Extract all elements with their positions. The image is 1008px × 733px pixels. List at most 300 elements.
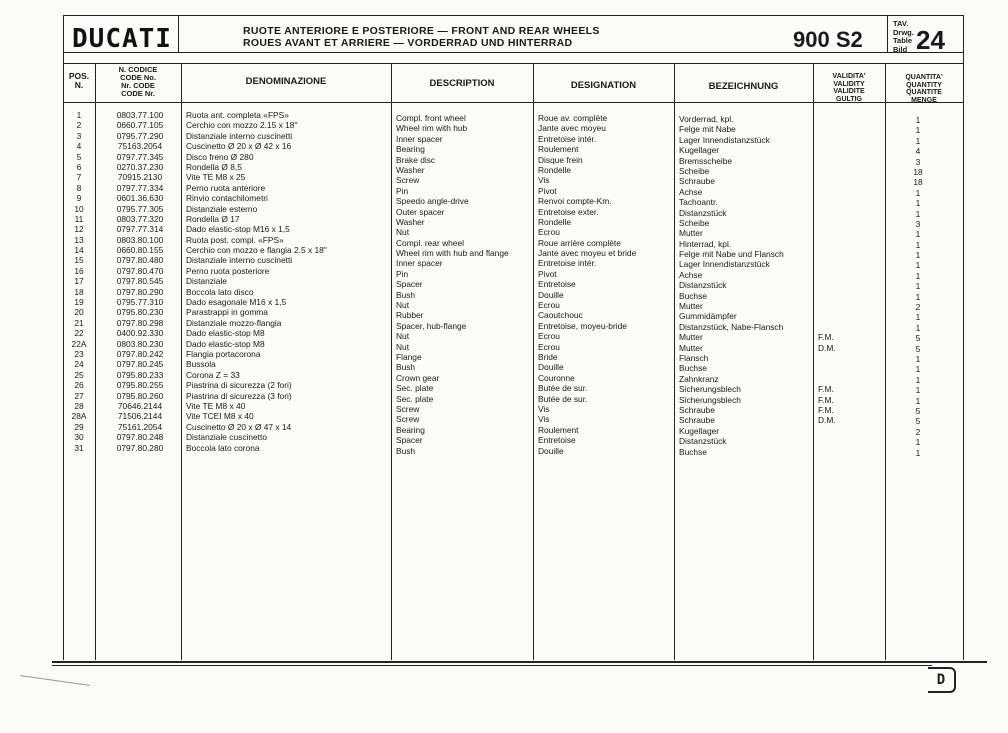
cell-pos: 3 xyxy=(76,130,82,141)
cell-it: Parastrappi in gomma xyxy=(186,307,268,318)
cell-de: Sicherungsblech xyxy=(679,384,741,395)
header-qty-line: QUANTITY xyxy=(906,81,942,89)
cell-val xyxy=(818,322,836,332)
cell-it: Rondella Ø 8,5 xyxy=(186,161,242,172)
header-pos-line: POS. xyxy=(68,71,90,81)
header-code xyxy=(95,66,181,98)
cell-de: Scheibe xyxy=(679,217,710,228)
cell-code: 70646.2144 xyxy=(117,400,163,411)
cell-code: 75161.2054 xyxy=(117,421,163,432)
column-denominazione xyxy=(186,110,327,453)
header-qty-line: QUANTITA' xyxy=(905,74,943,81)
cell-en: Sec. plate xyxy=(396,383,434,394)
cell-fr: Bride xyxy=(538,351,558,362)
cell-it: Vite TE M8 x 25 xyxy=(186,172,246,183)
cell-pos: 27 xyxy=(74,390,84,401)
cell-fr: Roue arrière complète xyxy=(538,237,621,248)
cell-en: Inner spacer xyxy=(396,258,443,269)
cell-qty: 2 xyxy=(915,302,921,313)
cell-qty: 1 xyxy=(915,312,921,323)
cell-fr: Vis xyxy=(538,403,550,414)
cell-en: Brake disc xyxy=(396,154,436,165)
tav-label: TAV. xyxy=(893,19,909,28)
cell-pos: 12 xyxy=(74,224,84,235)
cell-it: Cuscinetto Ø 20 x Ø 47 x 14 xyxy=(186,421,292,432)
cell-it: Perno ruota anteriore xyxy=(186,182,266,193)
cell-de: Felge mit Nabe und Flansch xyxy=(679,249,784,260)
cell-code: 0797.80.290 xyxy=(116,286,164,297)
cell-de: Buchse xyxy=(679,363,707,374)
header-qty-line: QUANTITE xyxy=(906,89,942,96)
cell-fr: Ecrou xyxy=(538,331,560,342)
cell-en: Nut xyxy=(396,227,410,238)
cell-qty: 5 xyxy=(915,405,921,416)
cell-code: 0660.77.105 xyxy=(116,120,164,131)
cell-fr: Roulement xyxy=(538,424,579,435)
scan-mark xyxy=(20,675,89,686)
cell-pos: 17 xyxy=(74,276,84,287)
column-description xyxy=(396,113,509,456)
header-validity-line: VALIDITY xyxy=(833,80,865,88)
cell-fr: Butée de sur. xyxy=(538,393,588,404)
col-divider-en xyxy=(533,63,534,660)
cell-fr: Vis xyxy=(538,414,550,425)
ducati-mark-icon: D xyxy=(928,667,956,693)
cell-pos: 22 xyxy=(74,328,84,339)
cell-de: Distanzstück xyxy=(679,436,727,447)
cell-code: 0797.80.242 xyxy=(116,348,164,359)
cell-fr: Entretoise intér. xyxy=(538,258,597,269)
cell-fr: Entretoise exter. xyxy=(538,206,599,217)
cell-pos: 4 xyxy=(76,141,82,152)
cell-qty: 1 xyxy=(915,447,921,458)
cell-pos: 23 xyxy=(74,348,84,359)
cell-it: Distanziale xyxy=(186,276,227,287)
cell-it: Distanziale interno cuscinetti xyxy=(186,255,293,266)
cell-it: Rondella Ø 17 xyxy=(186,213,240,224)
cell-val xyxy=(818,239,836,249)
tav-divider xyxy=(887,15,888,52)
cell-en: Compl. front wheel xyxy=(396,113,466,123)
cell-de: Mutter xyxy=(679,332,703,343)
header-quantity xyxy=(885,74,963,104)
cell-fr: Entretoise intér. xyxy=(538,133,597,144)
header-code-line: CODE Nr. xyxy=(121,89,155,98)
cell-val xyxy=(818,187,836,197)
col-divider-val xyxy=(885,63,886,660)
cell-de: Buchse xyxy=(679,290,707,301)
cell-en: Flange xyxy=(396,351,422,362)
header-validity-line: VALIDITA' xyxy=(832,73,866,80)
frame-top xyxy=(63,15,963,16)
cell-val xyxy=(818,291,836,301)
cell-val xyxy=(818,124,836,134)
cell-qty: 1 xyxy=(915,437,921,448)
cell-fr: Vis xyxy=(538,175,550,186)
cell-en: Nut xyxy=(396,300,410,311)
cell-en: Pin xyxy=(396,185,409,196)
cell-en: Spacer xyxy=(396,435,423,446)
cell-val xyxy=(818,114,836,124)
header-code-line: CODE No. xyxy=(120,73,156,82)
cell-de: Scheibe xyxy=(679,165,710,176)
cell-code: 0660.80.155 xyxy=(116,245,164,256)
cell-en: Wheel rim with hub and flange xyxy=(396,248,509,259)
cell-qty: 1 xyxy=(915,239,921,250)
cell-de: Bremsscheibe xyxy=(679,155,733,166)
cell-pos: 7 xyxy=(76,172,82,183)
cell-qty: 1 xyxy=(915,125,921,136)
col-divider-it xyxy=(391,63,392,660)
cell-en: Washer xyxy=(396,164,425,175)
cell-val xyxy=(818,259,836,269)
cell-code: 0803.77.100 xyxy=(116,110,164,120)
cell-fr: Jante avec moyeu xyxy=(538,123,606,134)
table-label: Table xyxy=(893,36,913,45)
cell-code: 0270.37.230 xyxy=(116,161,164,172)
cell-code: 0797.77.334 xyxy=(116,182,164,193)
cell-qty: 1 xyxy=(915,395,921,406)
cell-qty: 5 xyxy=(915,416,921,427)
cell-pos: 2 xyxy=(76,120,82,131)
cell-de: Vorderrad, kpl. xyxy=(679,114,734,124)
cell-val xyxy=(818,363,836,373)
cell-it: Dado elastic-stop M16 x 1,5 xyxy=(186,224,290,235)
col-divider-pos xyxy=(95,63,96,660)
frame-right xyxy=(963,15,964,660)
cell-val xyxy=(818,436,836,446)
cell-fr: Douille xyxy=(538,445,564,456)
cell-pos: 24 xyxy=(74,359,84,370)
header-description: DESCRIPTION xyxy=(429,78,495,89)
cell-code: 0795.80.255 xyxy=(116,380,164,391)
cell-val xyxy=(818,228,836,238)
cell-fr: Roulement xyxy=(538,144,579,155)
cell-it: Ruota post. compl. «FPS» xyxy=(186,234,284,245)
cell-it: Cuscinetto Ø 20 x Ø 42 x 16 xyxy=(186,141,292,152)
cell-pos: 5 xyxy=(76,151,82,162)
model-label: 900 S2 xyxy=(793,27,863,52)
cell-it: Disco freno Ø 280 xyxy=(186,151,254,162)
column-pos xyxy=(63,110,95,453)
cell-pos: 8 xyxy=(76,182,82,193)
cell-en: Bearing xyxy=(396,144,425,155)
cell-it: Distanziale esterno xyxy=(186,203,258,214)
cell-qty: 1 xyxy=(915,291,921,302)
cell-en: Screw xyxy=(396,403,420,414)
title-line-1: RUOTE ANTERIORE E POSTERIORE — FRONT AND REAR WHEELS xyxy=(243,25,600,37)
cell-en: Spacer, hub-flange xyxy=(396,320,467,331)
cell-pos: 14 xyxy=(74,245,84,256)
cell-code: 0400.92.330 xyxy=(116,328,164,339)
cell-fr: Jante avec moyeu et bride xyxy=(538,248,637,259)
cell-code: 0803.80.230 xyxy=(116,338,164,349)
cell-en: Pin xyxy=(396,268,409,279)
cell-en: Screw xyxy=(396,414,420,425)
cell-de: Mutter xyxy=(679,342,703,353)
cell-qty: 1 xyxy=(915,250,921,261)
cell-code: 0795.77.310 xyxy=(116,297,164,308)
cell-pos: 18 xyxy=(74,286,84,297)
cell-val xyxy=(818,176,836,186)
cell-it: Boccola lato corona xyxy=(186,442,260,453)
bild-label: Bild xyxy=(893,44,908,54)
cell-code: 0795.80.260 xyxy=(116,390,164,401)
cell-code: 71506.2144 xyxy=(117,411,163,422)
cell-it: Bussola xyxy=(186,359,216,370)
cell-val: D.M. xyxy=(818,415,836,426)
logo-divider xyxy=(178,15,179,52)
cell-fr: Ecrou xyxy=(538,300,560,311)
cell-en: Nut xyxy=(396,341,410,352)
cell-pos: 22A xyxy=(71,338,87,349)
cell-qty: 1 xyxy=(915,322,921,333)
cell-qty: 18 xyxy=(913,166,923,177)
cell-code: 0797.80.298 xyxy=(116,317,164,328)
cell-it: Perno ruota posteriore xyxy=(186,265,270,276)
cell-qty: 1 xyxy=(915,281,921,292)
cell-fr: Pivot xyxy=(538,185,557,196)
cell-de: Schraube xyxy=(679,415,715,426)
cell-de: Distanzstück xyxy=(679,280,727,291)
col-divider-fr xyxy=(674,63,675,660)
cell-val: F.M. xyxy=(818,394,834,405)
cell-it: Corona Z = 33 xyxy=(186,369,240,380)
cell-en: Sec. plate xyxy=(396,393,434,404)
cell-en: Bearing xyxy=(396,424,425,435)
cell-code: 0797.77.314 xyxy=(116,224,164,235)
cell-qty: 3 xyxy=(915,156,921,167)
cell-en: Outer spacer xyxy=(396,206,445,217)
cell-fr: Entretoise, moyeu-bride xyxy=(538,320,627,331)
cell-val: F.M. xyxy=(818,332,834,343)
cell-code: 0797.80.245 xyxy=(116,359,164,370)
cell-val xyxy=(818,353,836,363)
cell-val xyxy=(818,426,836,436)
cell-de: Schraube xyxy=(679,404,715,415)
cell-fr: Disque frein xyxy=(538,154,583,165)
cell-code: 0601.36.630 xyxy=(116,193,164,204)
cell-val xyxy=(818,156,836,166)
cell-fr: Caoutchouc xyxy=(538,310,583,321)
cell-de: Buchse xyxy=(679,446,707,457)
cell-val: F.M. xyxy=(818,384,834,395)
cell-val xyxy=(818,311,836,321)
cell-en: Screw xyxy=(396,175,420,186)
page-title xyxy=(243,25,600,49)
cell-fr: Rondelle xyxy=(538,216,572,227)
column-quantity xyxy=(888,115,948,458)
cell-fr: Entretoise xyxy=(538,279,576,290)
header-code-line: Nr. CODE xyxy=(121,81,155,90)
cell-de: Tachoantr. xyxy=(679,197,718,208)
cell-val xyxy=(818,166,836,176)
cell-code: 0797.77.345 xyxy=(116,151,164,162)
drwg-label: Drwg. xyxy=(893,27,914,37)
cell-val xyxy=(818,280,836,290)
tav-number: 24 xyxy=(916,25,945,55)
cell-pos: 30 xyxy=(74,432,84,443)
cell-en: Spacer xyxy=(396,279,423,290)
cell-en: Bush xyxy=(396,289,416,300)
cell-pos: 20 xyxy=(74,307,84,318)
cell-de: Schraube xyxy=(679,176,715,187)
cell-val xyxy=(818,197,836,207)
cell-val xyxy=(818,301,836,311)
cell-fr: Ecrou xyxy=(538,227,560,238)
cell-de: Hinterrad, kpl. xyxy=(679,238,732,249)
cell-it: Flangia portacorona xyxy=(186,348,261,359)
cell-val xyxy=(818,208,836,218)
cell-qty: 1 xyxy=(915,187,921,198)
cell-en: Nut xyxy=(396,331,410,342)
cell-qty: 1 xyxy=(915,198,921,209)
header-qty-line: MENGE xyxy=(911,96,937,104)
cell-val xyxy=(818,145,836,155)
cell-val xyxy=(818,249,836,259)
cell-fr: Entretoise xyxy=(538,435,576,446)
cell-val xyxy=(818,270,836,280)
cell-de: Mutter xyxy=(679,228,703,239)
cell-qty: 1 xyxy=(915,353,921,364)
cell-code: 0795.77.305 xyxy=(116,203,164,214)
cell-de: Gummidämpfer xyxy=(679,311,737,322)
cell-en: Crown gear xyxy=(396,372,440,383)
parts-sheet xyxy=(63,15,963,660)
cell-fr: Couronne xyxy=(538,372,575,383)
cell-pos: 11 xyxy=(74,213,84,224)
column-designation xyxy=(538,113,636,456)
cell-val: D.M. xyxy=(818,342,836,353)
frame-header-top xyxy=(63,63,963,64)
cell-fr: Rondelle xyxy=(538,164,572,175)
cell-it: Distanziale interno cuscinetti xyxy=(186,130,293,141)
cell-it: Dado esagonale M16 x 1,5 xyxy=(186,297,287,308)
header-validity-line: VALIDITE xyxy=(833,88,865,95)
column-bezeichnung xyxy=(679,114,784,457)
cell-val xyxy=(818,135,836,145)
col-divider-code xyxy=(181,63,182,660)
cell-fr: Renvoi compte-Km. xyxy=(538,196,612,207)
cell-pos: 19 xyxy=(74,297,84,308)
header-validity xyxy=(813,73,885,103)
cell-pos: 1 xyxy=(76,110,82,120)
cell-code: 0795.77.290 xyxy=(116,130,164,141)
cell-val xyxy=(818,447,836,457)
cell-it: Rinvio contachilometri xyxy=(186,193,268,204)
cell-en: Rubber xyxy=(396,310,424,321)
cell-qty: 1 xyxy=(915,260,921,271)
cell-code: 75163.2054 xyxy=(117,141,163,152)
cell-code: 0797.80.470 xyxy=(116,265,164,276)
cell-code: 0797.80.248 xyxy=(116,432,164,443)
cell-fr: Pivot xyxy=(538,268,557,279)
cell-de: Sicherungsblech xyxy=(679,394,741,405)
cell-it: Ruota ant. completa «FPS» xyxy=(186,110,289,120)
tav-labels xyxy=(893,20,914,54)
cell-pos: 15 xyxy=(74,255,84,266)
cell-pos: 10 xyxy=(74,203,84,214)
cell-qty: 5 xyxy=(915,343,921,354)
cell-de: Achse xyxy=(679,186,703,197)
column-validity xyxy=(818,114,836,457)
cell-code: 70915.2130 xyxy=(117,172,163,183)
cell-pos: 28 xyxy=(74,400,84,411)
cell-qty: 1 xyxy=(915,208,921,219)
footer-rule-thick xyxy=(52,661,987,663)
cell-pos: 21 xyxy=(74,317,84,328)
cell-qty: 1 xyxy=(915,229,921,240)
cell-val xyxy=(818,374,836,384)
header-bezeichnung: BEZEICHNUNG xyxy=(708,81,779,92)
cell-de: Kugellager xyxy=(679,425,720,436)
cell-it: Piastrina di sicurezza (2 fori) xyxy=(186,380,292,391)
cell-it: Vite TE M8 x 40 xyxy=(186,400,246,411)
cell-pos: 9 xyxy=(76,193,82,204)
cell-it: Distanziale mozzo-flangia xyxy=(186,317,282,328)
cell-de: Lager Innendistanzstück xyxy=(679,134,770,145)
header-pos xyxy=(63,72,95,90)
cell-it: Cerchio con mozzo 2.15 x 18" xyxy=(186,120,298,131)
brand-text: DUCATI xyxy=(72,24,172,54)
cell-en: Washer xyxy=(396,216,425,227)
cell-val: F.M. xyxy=(818,404,834,415)
cell-code: 0797.80.480 xyxy=(116,255,164,266)
cell-it: Dado elastic-stop M8 xyxy=(186,338,265,349)
cell-de: Distanzstück xyxy=(679,207,727,218)
cell-de: Mutter xyxy=(679,301,703,312)
header-pos-line: N. xyxy=(74,80,84,90)
cell-it: Piastrina di sicurezza (3 fori) xyxy=(186,390,292,401)
cell-it: Distanziale cuscinetto xyxy=(186,432,267,443)
cell-en: Speedo angle-drive xyxy=(396,196,469,207)
cell-en: Compl. rear wheel xyxy=(396,237,464,248)
cell-pos: 25 xyxy=(74,369,84,380)
cell-fr: Douille xyxy=(538,362,564,373)
cell-qty: 3 xyxy=(915,218,921,229)
cell-qty: 1 xyxy=(915,135,921,146)
cell-fr: Ecrou xyxy=(538,341,560,352)
cell-fr: Butée de sur. xyxy=(538,383,588,394)
cell-code: 0795.80.233 xyxy=(116,369,164,380)
cell-code: 0797.80.280 xyxy=(116,442,164,453)
footer-rule-thin xyxy=(52,665,932,666)
cell-qty: 1 xyxy=(915,385,921,396)
cell-code: 0795.80.230 xyxy=(116,307,164,318)
cell-pos: 16 xyxy=(74,265,84,276)
cell-en: Inner spacer xyxy=(396,133,443,144)
cell-de: Lager Innendistanzstück xyxy=(679,259,770,270)
cell-pos: 6 xyxy=(76,161,82,172)
cell-it: Dado elastic-stop M8 xyxy=(186,328,265,339)
cell-it: Vite TCEI M8 x 40 xyxy=(186,411,254,422)
ducati-logo xyxy=(69,23,175,55)
cell-qty: 2 xyxy=(915,426,921,437)
cell-qty: 1 xyxy=(915,374,921,385)
header-validity-line: GULTIG xyxy=(836,95,862,103)
cell-qty: 1 xyxy=(915,115,921,125)
col-divider-de xyxy=(813,63,814,660)
cell-qty: 18 xyxy=(913,177,923,188)
cell-pos: 29 xyxy=(74,421,84,432)
cell-de: Kugellager xyxy=(679,145,720,156)
cell-de: Felge mit Nabe xyxy=(679,124,736,135)
cell-it: Boccola lato disco xyxy=(186,286,254,297)
cell-fr: Douille xyxy=(538,289,564,300)
cell-pos: 13 xyxy=(74,234,84,245)
header-designation: DESIGNATION xyxy=(570,80,637,91)
column-code xyxy=(100,110,180,453)
